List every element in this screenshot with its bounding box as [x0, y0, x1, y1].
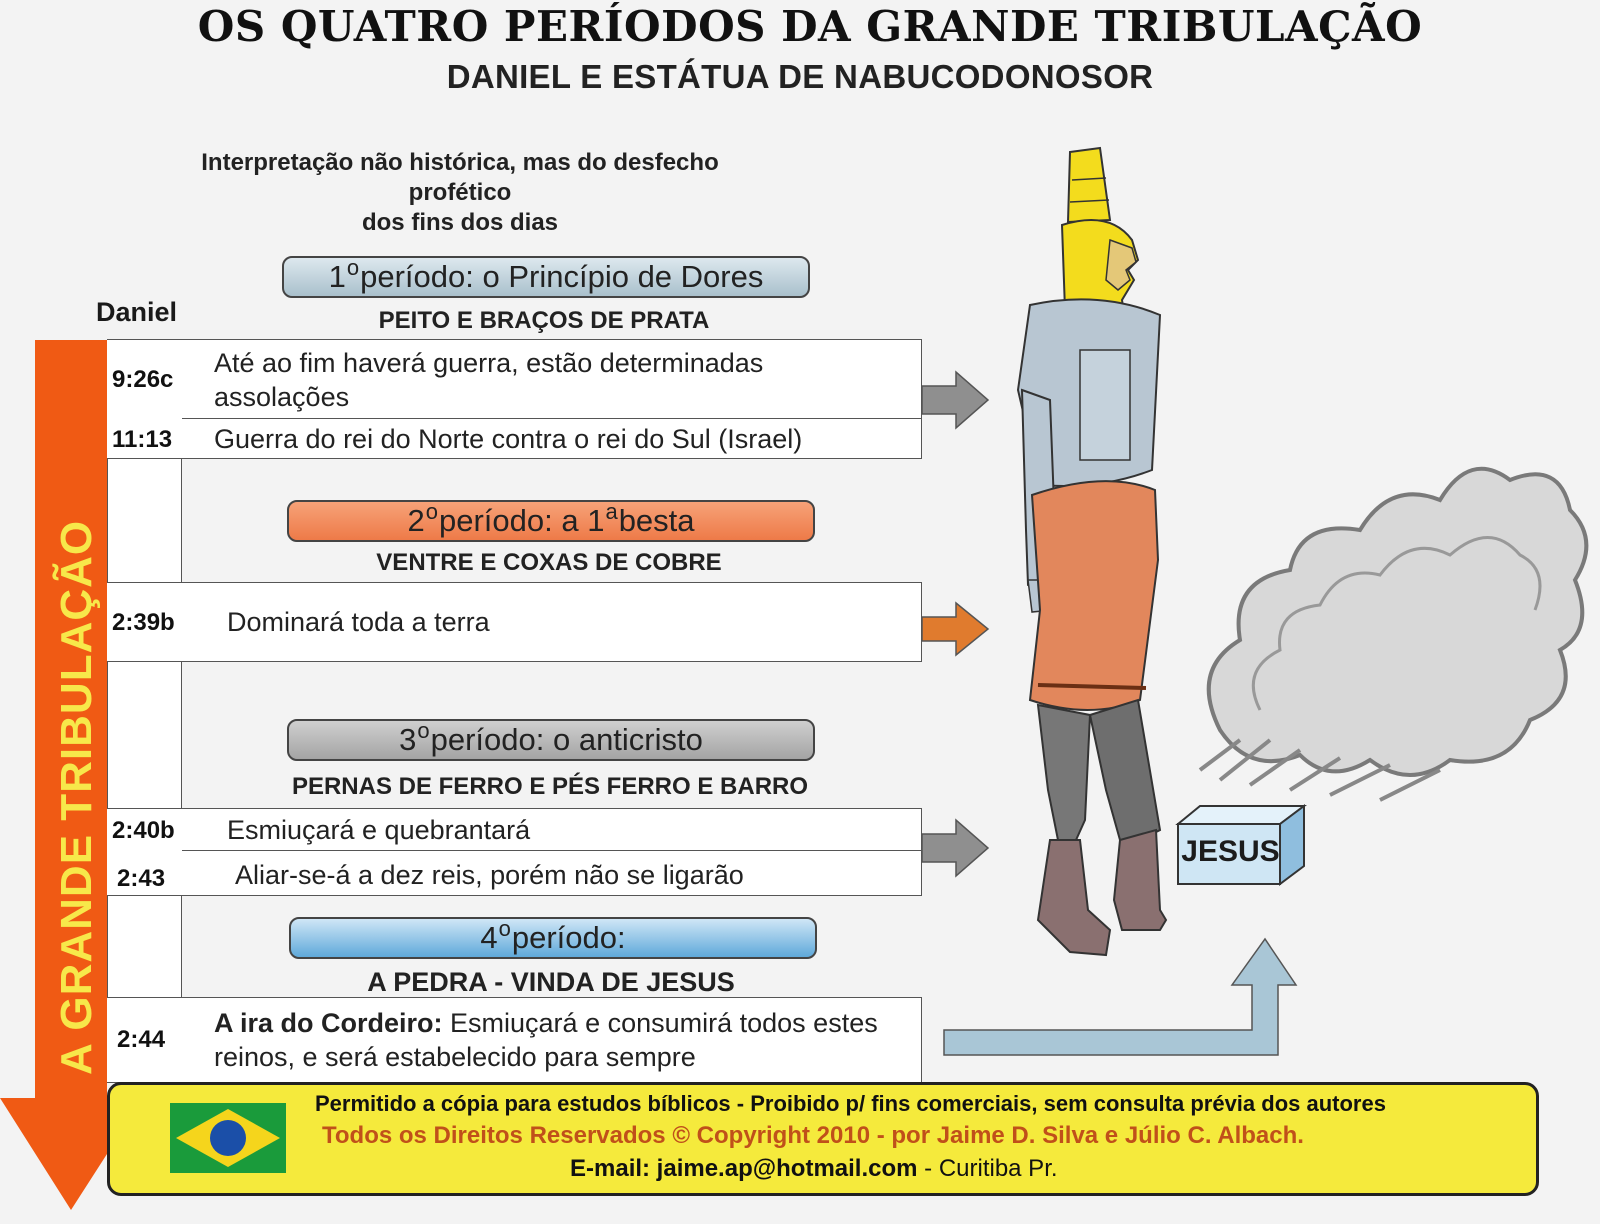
intro-line-1: Interpretação não histórica, mas do desfecho profético [201, 149, 719, 206]
brazil-flag-icon [170, 1103, 286, 1173]
row-text-body: Esmiuçará e consumirá todos estes reinos, e será estabelecido para sempre [214, 1008, 878, 1072]
page-title: OS QUATRO PERÍODOS DA GRANDE TRIBULAÇÃO [197, 2, 1423, 51]
period-1-section: PEITO E BRAÇOS DE PRATA [378, 307, 710, 334]
period-1-label: período: o Princípio de Dores [360, 259, 764, 294]
footer-copyright: Todos os Direitos Reservados © Copyright 2010 - por Jaime D. Silva e Júlio C. Albach. [322, 1122, 1304, 1149]
row-text [214, 1006, 904, 1074]
intro-text [165, 148, 755, 238]
row-text: Dominará toda a terra [227, 607, 490, 637]
period-2-table [107, 582, 922, 662]
footer-permission: Permitido a cópia para estudos bíblicos - Proibido p/ fins comerciais, sem consulta prévia dos autores [315, 1091, 1386, 1116]
row-ref: 2:39b [112, 609, 175, 636]
footer-contact [570, 1155, 1058, 1183]
period-1-ordinal: o [346, 255, 360, 280]
row-ref: 2:40b [112, 817, 175, 844]
period-2-number: 2 [407, 503, 425, 538]
period-4-label: período: [511, 920, 626, 955]
row-ref: 2:43 [117, 865, 166, 892]
period-4-number: 4 [480, 920, 498, 955]
arrow-up-icon [940, 935, 1300, 1060]
period-4-table [107, 997, 922, 1083]
row-text: Esmiuçará e quebrantará [227, 815, 531, 845]
row-text: Guerra do rei do Norte contra o rei do Sul (Israel) [214, 424, 803, 454]
period-3-pill [287, 719, 815, 761]
period-1-table [107, 339, 922, 459]
period-4-pill [289, 917, 817, 959]
row-text: Até ao fim haverá guerra, estão determinadas assolações [214, 348, 764, 412]
daniel-column-label: Daniel [96, 297, 178, 327]
row-ref: 2:44 [117, 1026, 166, 1053]
period-1-number: 1 [328, 259, 346, 294]
period-1-pill [282, 256, 810, 298]
footer-email: E-mail: jaime.ap@hotmail.com [570, 1155, 918, 1182]
arrow-right-icon [920, 370, 990, 430]
period-2-label: período: a 1 [438, 503, 605, 538]
row-text: Aliar-se-á a dez reis, porém não se ligarão [235, 860, 744, 890]
page-subtitle: DANIEL E ESTÁTUA DE NABUCODONOSOR [446, 58, 1154, 95]
period-2-label-sup: a [605, 499, 618, 524]
stone-label: JESUS [1181, 835, 1280, 868]
footer-banner [107, 1082, 1539, 1196]
row-ref: 9:26c [112, 366, 174, 393]
row-ref: 11:13 [112, 426, 173, 453]
arrow-right-icon [920, 818, 990, 878]
footer-location: - Curitiba Pr. [924, 1155, 1058, 1182]
period-3-number: 3 [399, 722, 417, 757]
period-2-ordinal: o [425, 499, 438, 524]
period-4-section: A PEDRA - VINDA DE JESUS [367, 967, 735, 997]
intro-line-2: dos fins dos dias [361, 209, 559, 236]
period-3-ordinal: o [417, 718, 430, 743]
period-2-label-tail: besta [618, 503, 695, 538]
arrow-right-icon [920, 601, 990, 657]
period-3-label: período: o anticristo [430, 722, 703, 757]
smoke-cloud-illustration [1180, 440, 1600, 860]
tribulation-label: A GRANDE TRIBULAÇÃO [52, 519, 101, 1075]
row-text-bold: A ira do Cordeiro: [214, 1008, 443, 1038]
period-4-ordinal: o [498, 916, 511, 941]
period-2-pill [287, 500, 815, 542]
period-3-table [107, 808, 922, 896]
period-2-section: VENTRE E COXAS DE COBRE [376, 549, 722, 576]
period-3-section: PERNAS DE FERRO E PÉS FERRO E BARRO [291, 773, 809, 800]
